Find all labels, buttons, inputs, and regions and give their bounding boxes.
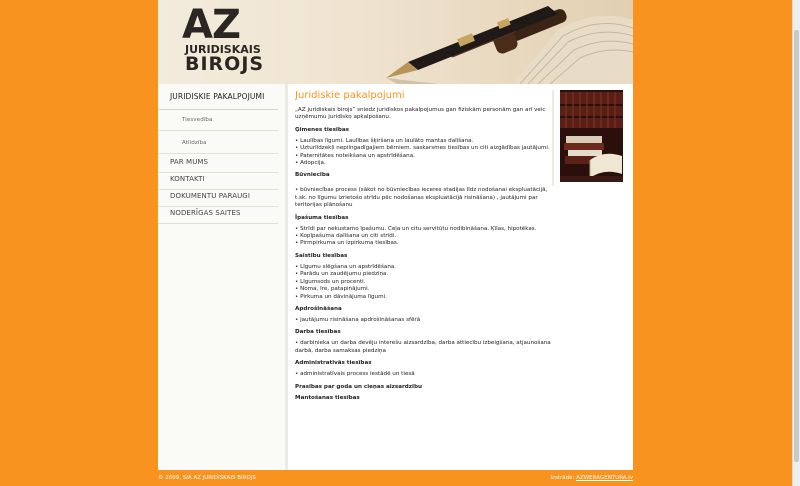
nav-subitem-tiesvediba[interactable]: Tiesvedība <box>158 117 278 131</box>
section-heading: Prasības par goda un cieņas aizsardzību <box>295 383 422 390</box>
main-content <box>295 84 551 470</box>
header-pen-gavel-book-image <box>258 0 633 84</box>
list-item: • Pirmpirkuma un izpirkuma tiesības. <box>295 240 399 247</box>
developer-link[interactable]: AZWEBAGENTURA.lv <box>576 475 633 481</box>
section-heading: Īpašuma tiesības <box>295 214 349 221</box>
section-heading: Administratīvās tiesības <box>295 360 372 367</box>
section-heading: Apdrošināšana <box>295 305 342 312</box>
nav-item-kontakti[interactable]: KONTAKTI <box>158 175 278 190</box>
logo-line-1: JURIDISKAIS <box>185 43 261 56</box>
nav-subitem-atlidziba[interactable]: Atlīdzība <box>158 140 278 154</box>
logo-line-2: BIROJS <box>185 53 265 75</box>
list-item: • Parādu un zaudējumu piedziņa. <box>295 271 389 278</box>
page-container <box>158 0 633 486</box>
section-heading: Ģimenes tiesības <box>295 126 349 133</box>
developer-credit <box>550 475 633 481</box>
intro-text: „AZ juridiskais birojs” sniedz juridiskos pakalpojumus gan fiziskām personām gan arī veic uzņēmumu juridisko apkalpošanu. <box>295 107 546 121</box>
section-heading: Mantošanas tiesības <box>295 394 360 401</box>
list-item: • Līgumu slēgšana un apstrīdēšana. <box>295 263 397 270</box>
nav-item-dokumentu-paraugi[interactable]: DOKUMENTU PARAUGI <box>158 192 278 207</box>
section-heading: Saistību tiesības <box>295 252 348 259</box>
site-header <box>158 0 633 84</box>
list-item: • Adopcija. <box>295 160 326 167</box>
list-item: • Laulības līgumi. Laulības šķiršana un laulāto mantas dalīšana. <box>295 137 474 144</box>
list-item: • Kopīpašuma dalīšana un citi strīdi. <box>295 233 397 240</box>
nav-item-noderigas-saites[interactable]: NODERĪGAS SAITES <box>158 209 278 224</box>
content-divider <box>552 90 554 186</box>
site-footer <box>158 470 633 486</box>
nav-item-juridiskie-pakalpojumi[interactable]: JURIDISKIE PAKALPOJUMI <box>158 92 278 110</box>
section-heading: Darba tiesības <box>295 329 341 336</box>
sidebar-nav <box>158 84 288 470</box>
logo-monogram: AZ <box>182 2 240 48</box>
list-item: • Noma, īre, patapinājumi. <box>295 286 370 293</box>
list-item: • Strīdi par nekustamo īpašumu. Ceļa un citu servitūtu nodibināšana. Ķīlas, hipotēkas. <box>295 225 537 232</box>
section-heading: Būvniecība <box>295 172 330 179</box>
list-item: • Līgumsods un procenti. <box>295 278 366 285</box>
list-item: • jautājumu risināšana apdrošināšanas sfērā <box>295 316 421 323</box>
list-item: • administratīvais process iestādē un tiesā <box>295 371 415 378</box>
law-books-image <box>560 90 623 182</box>
list-item: • būvniecības process (sākot no būvniecības ieceres stadijas līdz nodošanai ekspluatācijā, t.sk. no līgumu izrietošo strīdu pēc nodošanas ekspluatācijā risināšana) , jautājumi par teritorijas plānošanu <box>295 187 548 209</box>
copyright-text: © 2009, SIA AZ JURIDISKAIS BIROJS <box>158 475 256 481</box>
page-title: Juridiskie pakalpojumi <box>295 90 405 101</box>
list-item: • Paternitātes noteikšana un apstrīdēšana. <box>295 152 415 159</box>
list-item: • Uzturlīdzekļi nepilngadīgajiem bērniem. saskarsmes tiesības un citi aizgādības jautājumi. <box>295 145 550 152</box>
developer-credit-label: Izstrāde: <box>550 475 577 481</box>
browser-scrollbar[interactable] <box>792 0 800 486</box>
list-item: • darbinieka un darba devēju interešu aizsardzība, darba attiecību izbeigšana, atjaunošana darbā, darba samaksas piedziņa <box>295 340 551 354</box>
nav-item-par-mums[interactable]: PAR MUMS <box>158 158 278 173</box>
list-item: • Pirkuma un dāvinājuma līgumi. <box>295 293 387 300</box>
scrollbar-thumb[interactable] <box>794 30 799 462</box>
